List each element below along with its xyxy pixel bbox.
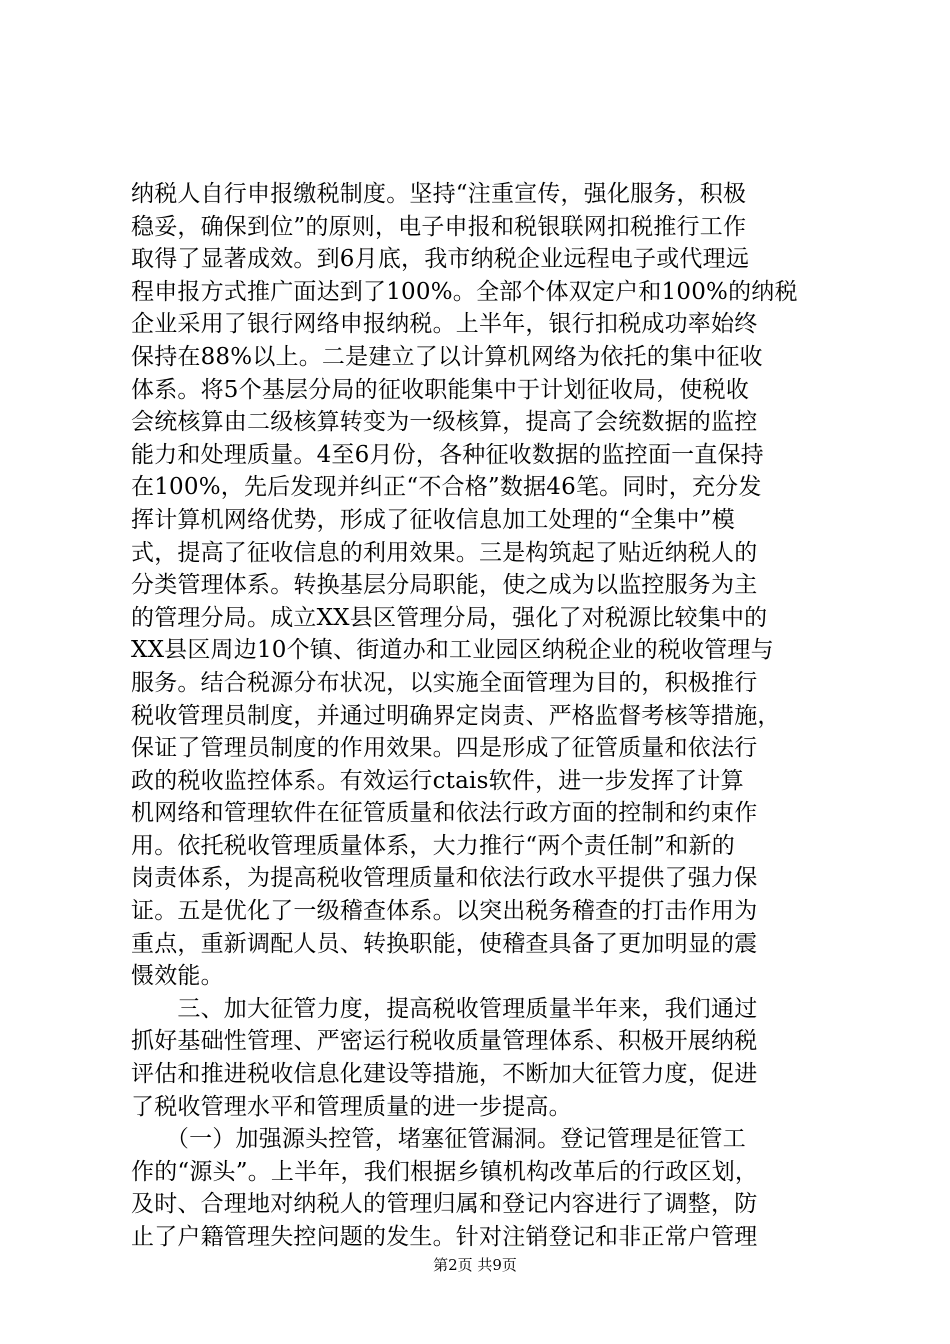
text-line: 抓好基础性管理、严密运行税收质量管理体系、积极开展纳税 <box>131 1028 758 1055</box>
text-line: 重点，重新调配人员、转换职能，使稽查具备了更加明显的震 <box>131 930 758 957</box>
text-line: 在100%，先后发现并纠正“不合格”数据46笔。同时，充分发 <box>131 474 762 501</box>
text-line: 式，提高了征收信息的利用效果。三是构筑起了贴近纳税人的 <box>131 539 758 566</box>
text-line: 机网络和管理软件在征管质量和依法行政方面的控制和约束作 <box>131 800 758 827</box>
text-line: 纳税人自行申报缴税制度。坚持“注重宣传，强化服务，积极 <box>131 181 747 207</box>
text-line: 用。依托税收管理质量体系，大力推行“两个责任制”和新的 <box>131 832 735 859</box>
text-line: 岗责体系，为提高税收管理质量和依法行政水平提供了强力保 <box>131 865 758 892</box>
text-line: 企业采用了银行网络申报纳税。上半年，银行扣税成功率始终 <box>131 311 758 338</box>
text-line: 稳妥，确保到位”的原则，电子申报和税银联网扣税推行工作 <box>131 213 747 240</box>
text-line: 了税收管理水平和管理质量的进一步提高。 <box>131 1093 572 1120</box>
text-line: 会统核算由二级核算转变为一级核算，提高了会统数据的监控 <box>131 409 758 436</box>
text-line: 政的税收监控体系。有效运行ctais软件，进一步发挥了计算 <box>131 767 744 794</box>
text-line: 挥计算机网络优势，形成了征收信息加工处理的“全集中”模 <box>131 506 735 533</box>
text-line: 体系。将5个基层分局的征收职能集中于计划征收局，使税收 <box>131 376 750 403</box>
text-line: 分类管理体系。转换基层分局职能，使之成为以监控服务为主 <box>131 572 758 599</box>
text-line: 程申报方式推广面达到了100%。全部个体双定户和100%的纳税 <box>131 278 798 305</box>
text-line: 及时、合理地对纳税人的管理归属和登记内容进行了调整，防 <box>131 1191 758 1218</box>
text-line: 证。五是优化了一级稽查体系。以突出税务稽查的打击作用为 <box>131 898 758 925</box>
text-line: 的管理分局。成立XX县区管理分局，强化了对税源比较集中的 <box>131 604 768 631</box>
body-text <box>131 178 831 1254</box>
text-line: 取得了显著成效。到6月底，我市纳税企业远程电子或代理远 <box>131 246 750 273</box>
text-line: 止了户籍管理失控问题的发生。针对注销登记和非正常户管理 <box>131 1224 758 1250</box>
text-line: 三、加大征管力度，提高税收管理质量半年来，我们通过 <box>131 995 758 1022</box>
text-line: 评估和推进税收信息化建设等措施，不断加大征管力度，促进 <box>131 1061 758 1088</box>
text-line: 税收管理员制度，并通过明确界定岗责、严格监督考核等措施， <box>131 702 781 729</box>
page-footer: 第2页 共9页 <box>433 1256 517 1274</box>
text-line: （一）加强源头控管，堵塞征管漏洞。登记管理是征管工 <box>131 1126 746 1153</box>
text-line: 保持在88%以上。二是建立了以计算机网络为依托的集中征收 <box>131 343 763 370</box>
text-line: 慑效能。 <box>131 963 224 990</box>
text-line: 保证了管理员制度的作用效果。四是形成了征管质量和依法行 <box>131 735 758 762</box>
text-line: 能力和处理质量。4至6月份，各种征收数据的监控面一直保持 <box>131 441 764 468</box>
text-line: XX县区周边10个镇、街道办和工业园区纳税企业的税收管理与 <box>131 637 774 664</box>
text-line: 作的“源头”。上半年，我们根据乡镇机构改革后的行政区划， <box>131 1158 759 1185</box>
text-line: 服务。结合税源分布状况，以实施全面管理为目的，积极推行 <box>131 669 758 696</box>
